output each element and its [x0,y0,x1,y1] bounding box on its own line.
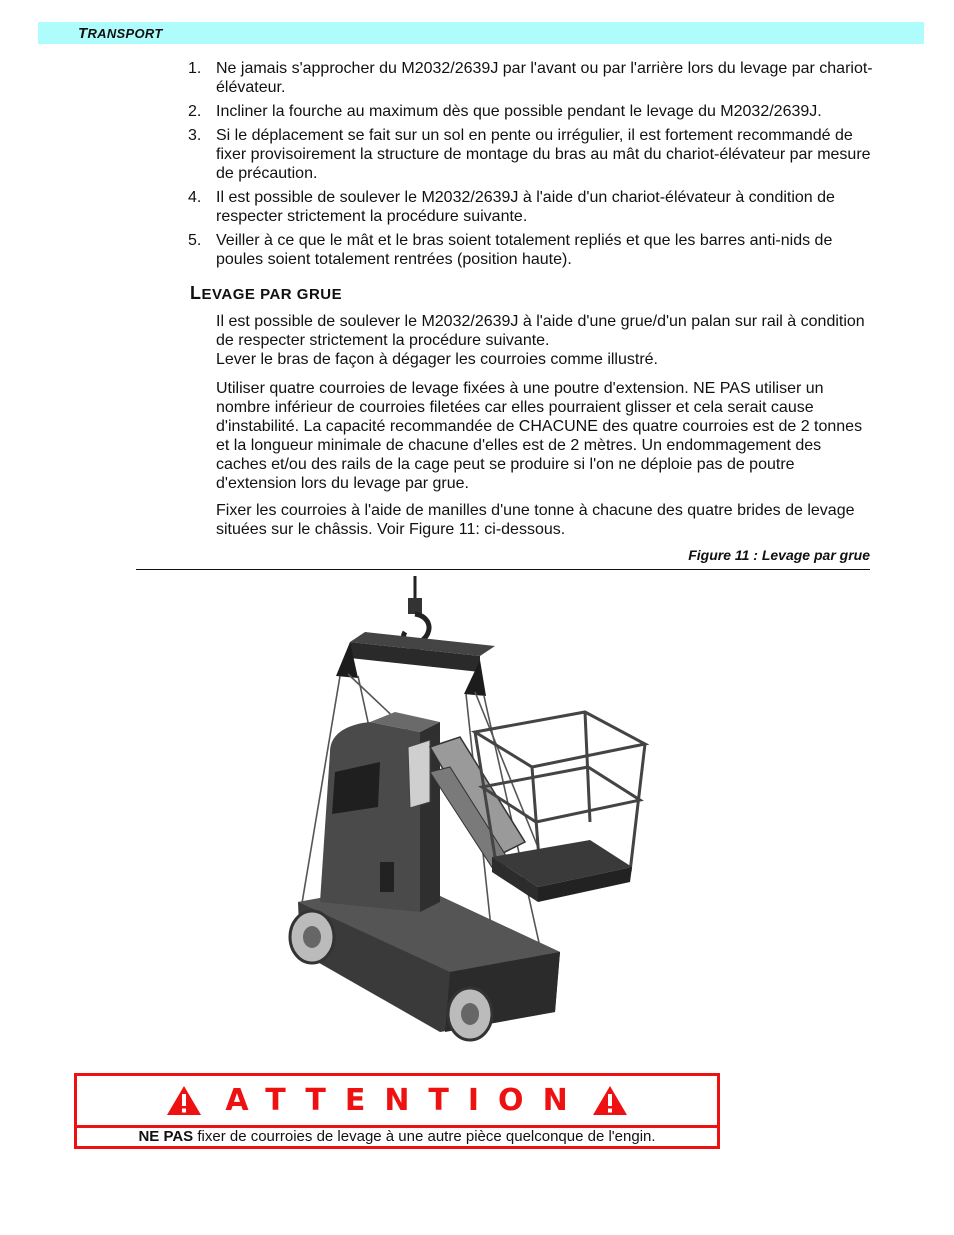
paragraph-straps: Utiliser quatre courroies de levage fixées à une poutre d'extension. NE PAS utiliser un nombre inférieur de courroies filetées car elles pourraient glisser et cela serait cause d'instabilité. La capacité recommandée de CHACUNE des quatre courroies est de 2 tonnes et la longueur minimale de chacune d'elles est de 2 mètres. Un endommagement des caches et/ou des rails de la cage peut se produire si l'on ne déploie pas de poutre d'extension lors du levage par grue. [216,380,863,492]
list-item [188,102,878,121]
paragraph-intro-line2: Lever le bras de façon à dégager les courroies comme illustré. [216,351,658,368]
paragraph-shackles: Fixer les courroies à l'aide de manilles d'une tonne à chacune des quatre brides de levage situées sur le châssis. Voir Figure 11: ci-dessous. [216,502,855,538]
list-item [188,188,878,226]
header-title-rest: RANSPORT [87,26,163,41]
list-item-number: 4. [188,189,202,206]
header-band [38,22,924,44]
attention-message-text: fixer de courroies de levage à une autre pièce quelconque de l'engin. [193,1128,656,1145]
figure-caption: Figure 11 : Levage par grue [688,547,870,563]
paragraph-intro [216,312,876,369]
header-title-initial: T [78,25,88,42]
attention-message [77,1128,717,1145]
list-item [188,126,878,183]
attention-heading: ATTENTION [225,1083,587,1118]
platform-floor [492,840,632,902]
attention-box [74,1073,720,1149]
warning-triangle-icon [165,1084,203,1117]
list-item [188,59,878,97]
machine-mast-housing [320,712,440,912]
list-item-number: 1. [188,60,202,77]
list-item-text: Ne jamais s'approcher du M2032/2639J par l'avant ou par l'arrière lors du levage par chariot-élévateur. [216,60,873,96]
section-title [190,283,342,304]
list-item-text: Il est possible de soulever le M2032/2639J à l'aide d'un chariot-élévateur à condition de respecter strictement la procédure suivante. [216,189,835,225]
section-title-rest: EVAGE PAR GRUE [201,286,343,303]
section-title-initial: L [190,283,202,303]
attention-message-emphasis: NE PAS [138,1128,194,1145]
procedure-list [188,59,878,274]
list-item-number: 5. [188,232,202,249]
attention-header [77,1076,717,1128]
paragraph-intro-line1: Il est possible de soulever le M2032/2639J à l'aide d'une grue/d'un palan sur rail à condition de respecter strictement la procédure suivante. [216,313,865,349]
crane-lifting-illustration [270,572,660,1047]
list-item-number: 2. [188,103,202,120]
list-item-text: Incliner la fourche au maximum dès que possible pendant le levage du M2032/2639J. [216,103,822,120]
list-item-text: Veiller à ce que le mât et le bras soient totalement repliés et que les barres anti-nids de poules soient totalement rentrées (position haute). [216,232,833,268]
section-header-title [78,25,163,42]
list-item [188,231,878,269]
wheel-front [290,911,334,963]
warning-triangle-icon [591,1084,629,1117]
wheel-rear [448,988,492,1040]
figure-divider [136,569,870,570]
list-item-text: Si le déplacement se fait sur un sol en pente ou irrégulier, il est fortement recommandé de fixer provisoirement la structure de montage du bras au mât du chariot-élévateur par mesure de précaution. [216,127,871,182]
list-item-number: 3. [188,127,202,144]
